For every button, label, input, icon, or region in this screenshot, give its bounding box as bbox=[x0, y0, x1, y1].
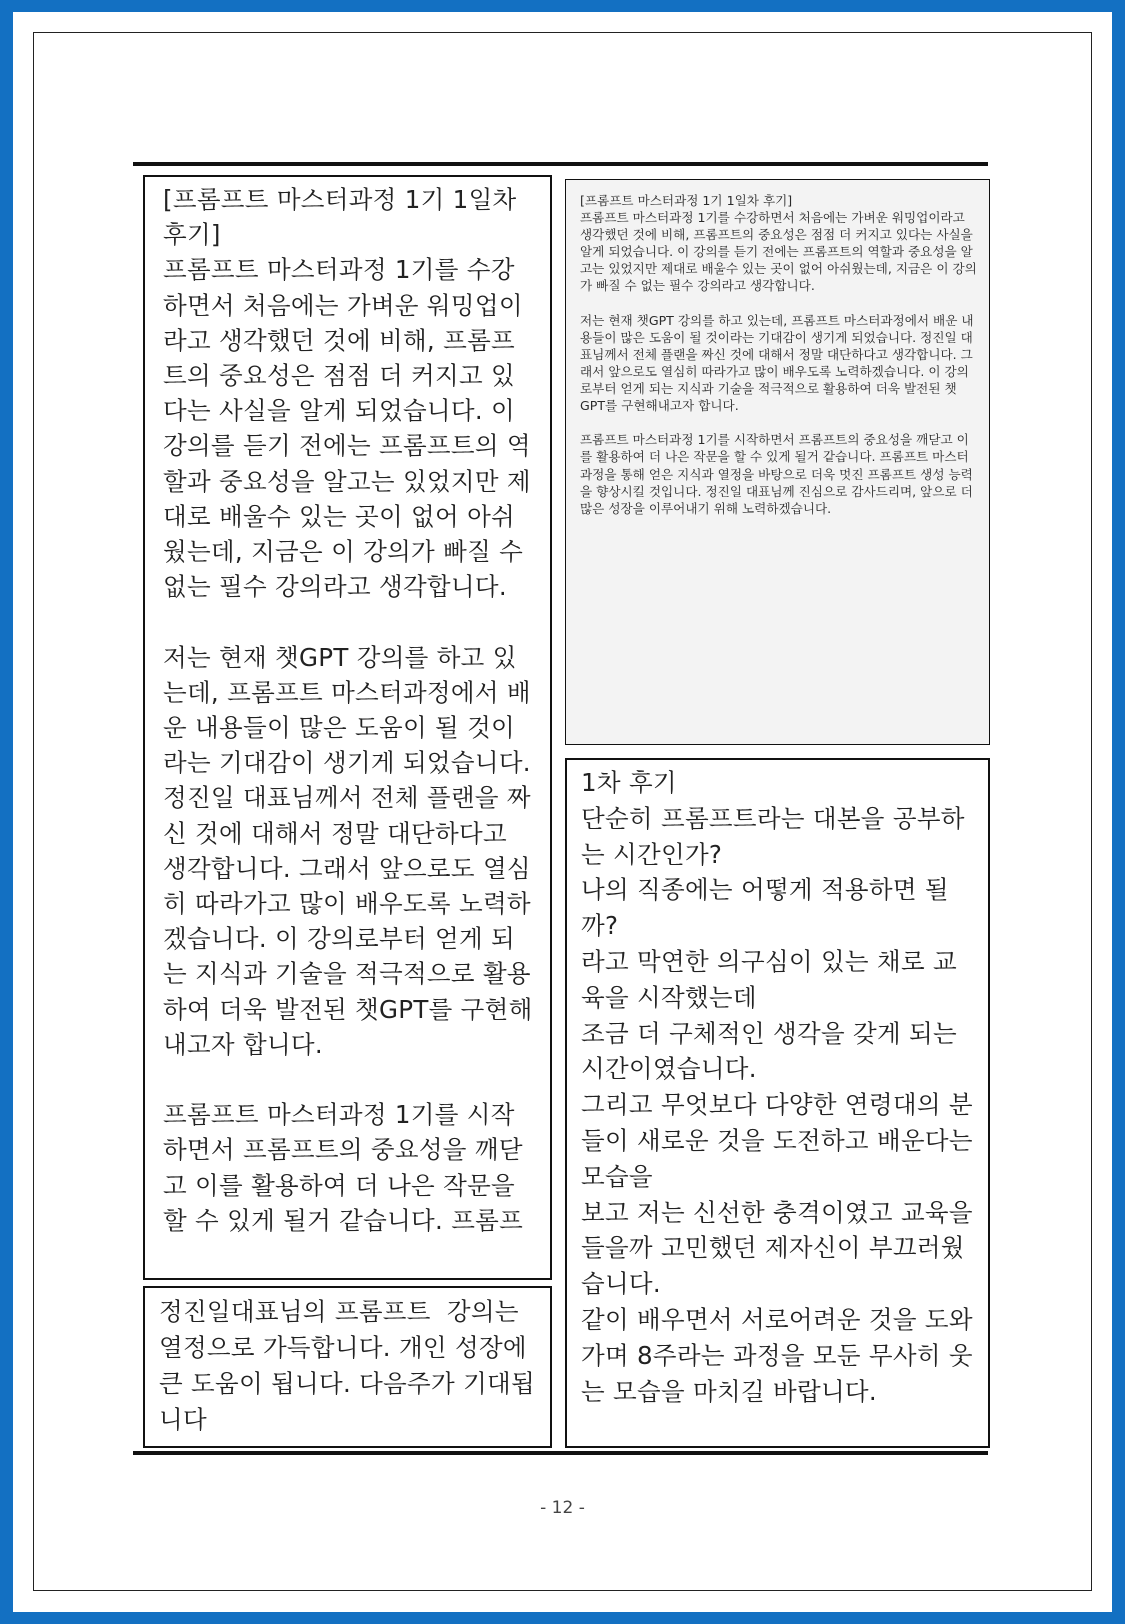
bottom-rule bbox=[133, 1451, 988, 1455]
page-number: - 12 - bbox=[540, 1498, 585, 1518]
review-3-text: 1차 후기 단순히 프롬프트라는 대본을 공부하는 시간인가? 나의 직종에는 어떻게 적용하면 될까? 라고 막연한 의구심이 있는 채로 교육을 시작했는데 조금 더 구체적인 생각을 갖게 되는 시간이였습니다. 그리고 무엇보다 다양한 연령대의 분들이 새로운 것을 도전하고 배운다는 모습을 보고 저는 신선한 충격이였고 교육을 들을까 고민했던 제자신이 부끄러웠습니다. 같이 배우면서 서로어려운 것을 도와가며 8주라는 과정을 모둔 무사히 웃는 모습을 마치길 바랍니다. bbox=[581, 768, 973, 1406]
document-page bbox=[13, 12, 1112, 1612]
review-1-text: [프롬프트 마스터과정 1기 1일차 후기] 프롬프트 마스터과정 1기를 수강하면서 처음에는 가벼운 워밍업이라고 생각했던 것에 비해, 프롬프트의 중요성은 점점 더 커지고 있다는 사실을 알게 되었습니다. 이 강의를 듣기 전에는 프롬프트의 역할과 중요성을 알고는 있었지만 제대로 배울수 있는 곳이 없어 아쉬웠는데, 지금은 이 강의가 빠질 수 없는 필수 강의라고 생각합니다. 저는 현재 챗GPT 강의를 하고 있는데, 프롬프트 마스터과정에서 배운 내용들이 많은 도움이 될 것이라는 기대감이 생기게 되었습니다. 정진일 대표님께서 전체 플랜을 짜신 것에 대해서 정말 대단하다고 생각합니다. 그래서 앞으로도 열심히 따라가고 많이 배우도록 노력하겠습니다. 이 강의로부터 얻게 되는 지식과 기술을 적극적으로 활용하여 더욱 발전된 챗GPT를 구현해내고자 합니다. 프롬프트 마스터과정 1기를 시작하면서 프롬프트의 중요성을 깨닫고 이를 활용하여 더 나은 작문을 할 수 있게 될거 같습니다. 프롬프 bbox=[163, 185, 533, 1235]
review-4-text: 정진일대표님의 프롬프트 강의는 열정으로 가득합니다. 개인 성장에 큰 도움이 됩니다. 다음주가 기대됩니다 bbox=[159, 1297, 535, 1434]
review-box-4 bbox=[143, 1286, 552, 1448]
review-2-text: [프롬프트 마스터과정 1기 1일차 후기] 프롬프트 마스터과정 1기를 수강하면서 처음에는 가벼운 워밍업이라고 생각했던 것에 비해, 프롬프트의 중요성은 점점 더 커지고 있다는 사실을 알게 되었습니다. 이 강의를 듣기 전에는 프롬프트의 역할과 중요성을 알고는 있었지만 제대로 배울수 있는 곳이 없어 아쉬웠는데, 지금은 이 강의가 빠질 수 없는 필수 강의라고 생각합니다. 저는 현재 챗GPT 강의를 하고 있는데, 프롬프트 마스터과정에서 배운 내용들이 많은 도움이 될 것이라는 기대감이 생기게 되었습니다. 정진일 대표님께서 전체 플랜을 짜신 것에 대해서 정말 대단하다고 생각합니다. 그래서 앞으로도 열심히 따라가고 많이 배우도록 노력하겠습니다. 이 강의로부터 얻게 되는 지식과 기술을 적극적으로 활용하여 더욱 발전된 챗GPT를 구현해내고자 합니다. 프롬프트 마스터과정 1기를 시작하면서 프롬프트의 중요성을 깨닫고 이를 활용하여 더 나은 작문을 할 수 있게 될거 같습니다. 프롬프트 마스터과정을 통해 얻은 지식과 열정을 바탕으로 더욱 멋진 프롬프트 생성 능력을 향상시킬 것입니다. 정진일 대표님께 진심으로 감사드리며, 앞으로 더 많은 성장을 이루어내기 위해 노력하겠습니다. bbox=[580, 193, 977, 516]
review-box-2 bbox=[565, 179, 990, 745]
review-box-1 bbox=[143, 175, 552, 1280]
top-rule bbox=[133, 162, 988, 166]
review-box-3 bbox=[565, 758, 990, 1448]
